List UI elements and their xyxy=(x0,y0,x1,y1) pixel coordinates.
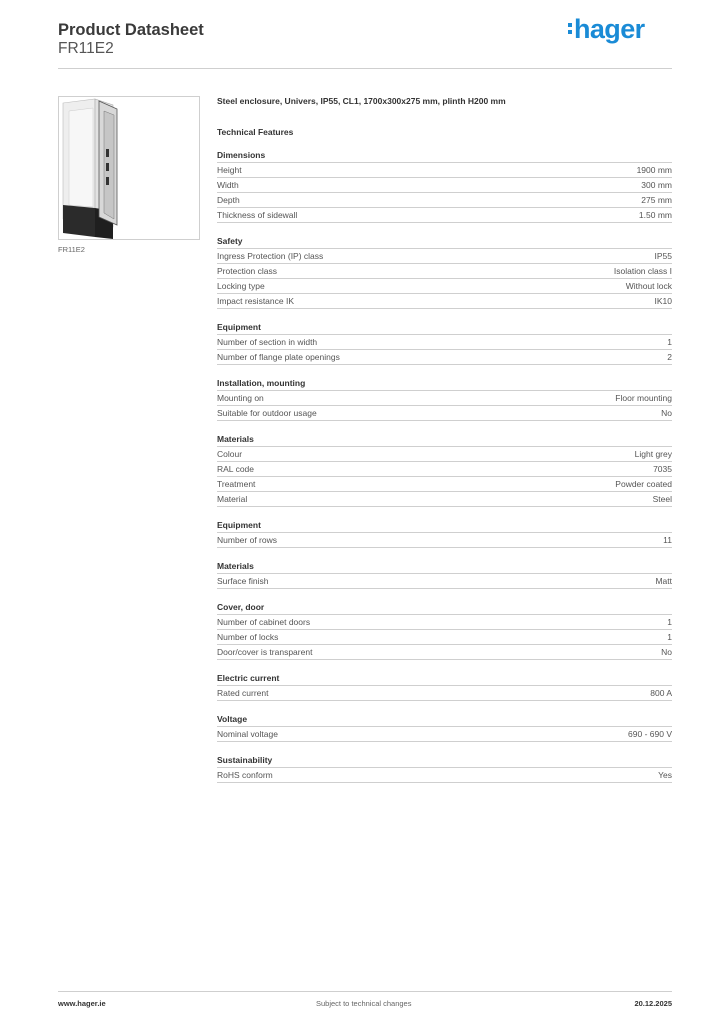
spec-value: 1 xyxy=(667,632,672,642)
spec-label: RoHS conform xyxy=(217,770,273,780)
spec-label: Number of locks xyxy=(217,632,279,642)
spec-label: Width xyxy=(217,180,239,190)
spec-value: 11 xyxy=(663,535,672,545)
spec-row xyxy=(217,264,672,279)
spec-row xyxy=(217,406,672,421)
spec-label: Locking type xyxy=(217,281,265,291)
spec-table xyxy=(217,96,672,795)
spec-row xyxy=(217,686,672,701)
spec-value: Matt xyxy=(655,576,672,586)
spec-section xyxy=(217,519,672,548)
spec-value: Isolation class I xyxy=(613,266,672,276)
spec-row xyxy=(217,279,672,294)
spec-label: Height xyxy=(217,165,242,175)
spec-value: IP55 xyxy=(654,251,672,261)
spec-value: No xyxy=(661,647,672,657)
spec-row xyxy=(217,574,672,589)
footer-notice: Subject to technical changes xyxy=(316,999,412,1008)
spec-value: 1.50 mm xyxy=(638,210,672,220)
spec-label: Thickness of sidewall xyxy=(217,210,298,220)
spec-label: Impact resistance IK xyxy=(217,296,295,306)
section-title: Materials xyxy=(217,433,672,447)
spec-value: Yes xyxy=(658,770,672,780)
spec-label: Number of cabinet doors xyxy=(217,617,311,627)
spec-section xyxy=(217,433,672,507)
product-code: FR11E2 xyxy=(58,40,114,57)
spec-row xyxy=(217,447,672,462)
section-title: Electric current xyxy=(217,672,672,686)
spec-value: Powder coated xyxy=(615,479,672,489)
spec-row xyxy=(217,492,672,507)
spec-value: 300 mm xyxy=(641,180,672,190)
spec-value: Floor mounting xyxy=(615,393,672,403)
spec-row xyxy=(217,163,672,178)
spec-row xyxy=(217,477,672,492)
hager-logo xyxy=(568,14,645,45)
spec-label: Number of section in width xyxy=(217,337,318,347)
page-title: Product Datasheet xyxy=(58,21,204,39)
spec-label: RAL code xyxy=(217,464,255,474)
technical-features-heading: Technical Features xyxy=(217,127,294,137)
spec-label: Surface finish xyxy=(217,576,269,586)
spec-row xyxy=(217,294,672,309)
spec-label: Depth xyxy=(217,195,240,205)
spec-section xyxy=(217,235,672,309)
spec-row xyxy=(217,249,672,264)
logo-text: hager xyxy=(574,14,645,44)
spec-section xyxy=(217,672,672,701)
spec-section xyxy=(217,713,672,742)
section-title: Installation, mounting xyxy=(217,377,672,391)
spec-value: No xyxy=(661,408,672,418)
footer-website: www.hager.ie xyxy=(58,999,106,1008)
spec-value: 1 xyxy=(667,337,672,347)
spec-row xyxy=(217,193,672,208)
spec-label: Number of flange plate openings xyxy=(217,352,340,362)
footer-divider xyxy=(58,991,672,992)
header-divider xyxy=(58,68,672,69)
spec-row xyxy=(217,768,672,783)
spec-section xyxy=(217,377,672,421)
image-caption: FR11E2 xyxy=(58,245,85,254)
section-title: Voltage xyxy=(217,713,672,727)
spec-value: Light grey xyxy=(634,449,672,459)
spec-label: Nominal voltage xyxy=(217,729,278,739)
section-title: Equipment xyxy=(217,519,672,533)
spec-section xyxy=(217,560,672,589)
product-image xyxy=(58,96,200,240)
spec-value: 690 - 690 V xyxy=(628,729,672,739)
spec-value: 800 A xyxy=(650,688,672,698)
spec-section xyxy=(217,321,672,365)
spec-label: Mounting on xyxy=(217,393,264,403)
spec-row xyxy=(217,391,672,406)
spec-section xyxy=(217,149,672,223)
footer-date: 20.12.2025 xyxy=(634,999,672,1008)
spec-row xyxy=(217,533,672,548)
section-title: Dimensions xyxy=(217,149,672,163)
section-title: Cover, door xyxy=(217,601,672,615)
spec-row xyxy=(217,615,672,630)
section-title: Equipment xyxy=(217,321,672,335)
spec-section xyxy=(217,754,672,783)
spec-label: Treatment xyxy=(217,479,256,489)
section-title: Materials xyxy=(217,560,672,574)
spec-value: IK10 xyxy=(654,296,672,306)
spec-value: 2 xyxy=(667,352,672,362)
spec-value: 1900 mm xyxy=(636,165,672,175)
section-title: Sustainability xyxy=(217,754,672,768)
spec-label: Ingress Protection (IP) class xyxy=(217,251,324,261)
spec-label: Protection class xyxy=(217,266,277,276)
spec-row xyxy=(217,645,672,660)
spec-value: Without lock xyxy=(625,281,672,291)
spec-row xyxy=(217,350,672,365)
spec-value: Steel xyxy=(652,494,672,504)
spec-sections xyxy=(217,149,672,783)
spec-value: 275 mm xyxy=(641,195,672,205)
spec-label: Suitable for outdoor usage xyxy=(217,408,317,418)
spec-row xyxy=(217,208,672,223)
spec-label: Material xyxy=(217,494,248,504)
section-title: Safety xyxy=(217,235,672,249)
spec-row xyxy=(217,727,672,742)
spec-row xyxy=(217,335,672,350)
spec-label: Number of rows xyxy=(217,535,277,545)
spec-label: Rated current xyxy=(217,688,269,698)
product-description: Steel enclosure, Univers, IP55, CL1, 1700x300x275 mm, plinth H200 mm xyxy=(217,96,506,106)
spec-label: Colour xyxy=(217,449,243,459)
spec-value: 1 xyxy=(667,617,672,627)
spec-section xyxy=(217,601,672,660)
spec-row xyxy=(217,178,672,193)
spec-row xyxy=(217,462,672,477)
spec-value: 7035 xyxy=(653,464,672,474)
spec-row xyxy=(217,630,672,645)
spec-label: Door/cover is transparent xyxy=(217,647,313,657)
